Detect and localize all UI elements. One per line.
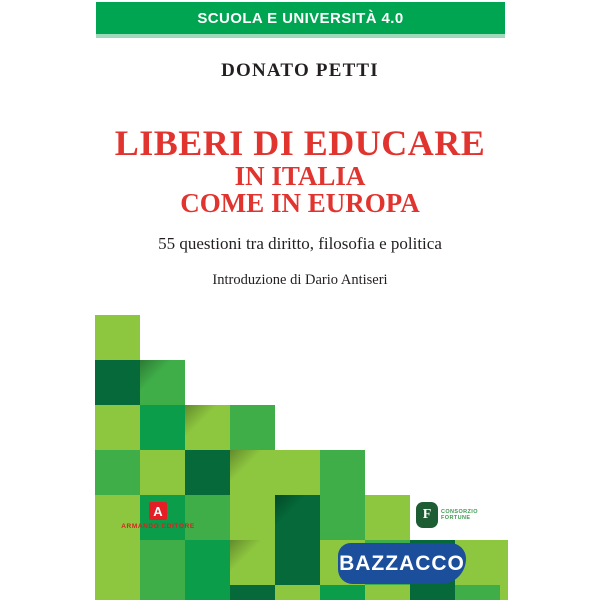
mosaic-square [500,540,508,585]
mosaic-square [140,405,185,450]
mosaic-square [275,540,320,585]
mosaic-square [140,360,185,405]
mosaic-square [230,540,275,585]
mosaic-square [95,585,140,600]
mosaic-square [95,450,140,495]
mosaic-square [230,450,275,495]
mosaic-square [140,450,185,495]
author-name: DONATO PETTI [221,60,379,81]
consorzio-name-line-2: FORTUNE [441,515,471,521]
mosaic-square [185,405,230,450]
mosaic-square [95,360,140,405]
mosaic-square [140,585,185,600]
mosaic-square [95,315,140,360]
mosaic-square [230,405,275,450]
book-subtitle: 55 questioni tra diritto, filosofia e politica [158,234,442,253]
mosaic-square [185,450,230,495]
armando-editore-logo [112,502,204,530]
bazzacco-badge [338,543,466,584]
series-banner-shadow [96,34,505,38]
mosaic-square [320,450,365,495]
book-title-line-3: COME IN EUROPA [180,188,420,218]
consorzio-fortune-logo [416,502,478,528]
mosaic-square [410,585,455,600]
book-title-line-2: IN ITALIA [234,161,366,191]
book-title-line-1: LIBERI DI EDUCARE [114,123,486,163]
mosaic-square [95,405,140,450]
mosaic-square [365,495,410,540]
consorzio-logo-f-icon: F [416,502,438,528]
mosaic-square [275,450,320,495]
consorzio-fortune-name [441,509,478,521]
consorzio-name-line-1: CONSORZIO [441,509,478,515]
mosaic-square [275,585,320,600]
mosaic-square [320,495,365,540]
mosaic-square [455,585,500,600]
introduction-credit: Introduzione di Dario Antiseri [212,272,388,288]
mosaic-square [185,540,230,585]
series-banner [96,2,505,34]
mosaic-square [230,585,275,600]
bazzacco-badge-label: BAZZACCO [339,551,465,575]
mosaic-square [230,495,275,540]
mosaic-square [185,585,230,600]
book-title [0,124,600,217]
series-banner-label: SCUOLA E UNIVERSITÀ 4.0 [197,9,404,27]
mosaic-square [140,540,185,585]
mosaic-square [320,585,365,600]
mosaic-square [365,585,410,600]
mosaic-square [95,540,140,585]
mosaic-square [500,585,508,600]
armando-logo-a-icon: A [149,502,167,520]
armando-editore-name: ARMANDO EDITORE [121,523,195,530]
mosaic-square [275,495,320,540]
